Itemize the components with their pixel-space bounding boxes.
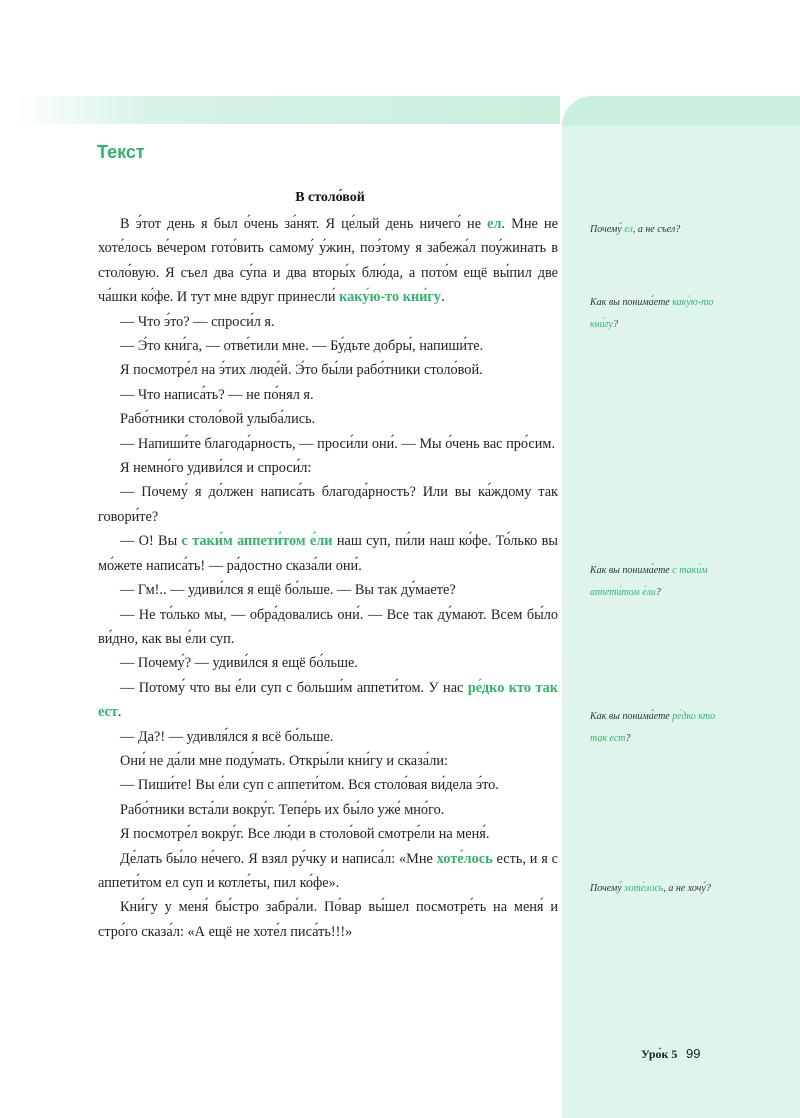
paragraph: В э́тот день я был о́чень за́нят. Я це́лый день ничего́ не ел. Мне не хоте́лось ве́чером гото́вить самому́ у́жин, поэ́тому я забежа́л поу́жинать в столо́вую. Я съел два су́па и два вторы́х блю́да, а пото́м ещё вы́пил две ча́шки ко́фе. И тут мне вдруг принесли́ каку́ю-то кни́гу. xyxy=(98,216,558,306)
paragraph: Рабо́тники вста́ли вокру́г. Тепе́рь их бы́ло уже́ мно́го. xyxy=(120,801,445,818)
paragraph: Они́ не да́ли мне поду́мать. Откры́ли кни́гу и сказа́ли: xyxy=(120,752,448,769)
text-title: В столо́вой xyxy=(295,190,365,205)
paragraph: — Гм!.. — удиви́лся я ещё бо́льше. — Вы так ду́маете? xyxy=(120,582,456,599)
highlighted-phrase: с таки́м аппети́том е́ли xyxy=(590,565,708,598)
section-title: Текст xyxy=(97,142,145,162)
highlighted-phrase: ел xyxy=(624,224,633,235)
margin-note: Как вы понима́ете каку́ю-то кни́гу? xyxy=(590,297,714,330)
paragraph: Я посмотре́л на э́тих люде́й. Э́то бы́ли рабо́тники столо́вой. xyxy=(120,362,483,379)
highlighted-phrase: хоте́лось xyxy=(624,883,664,894)
margin-note: Как вы понима́ете с таки́м аппети́том е́ли? xyxy=(590,565,708,598)
paragraph: — Почему́? — удиви́лся я ещё бо́льше. xyxy=(120,655,358,672)
paragraph: — Что написа́ть? — не по́нял я. xyxy=(120,386,314,403)
paragraph: Я немно́го удиви́лся и спроси́л: xyxy=(120,460,312,477)
paragraph: — Да?! — удивля́лся я всё бо́льше. xyxy=(120,728,334,745)
margin-sidebar xyxy=(562,96,800,1118)
highlighted-phrase: с таки́м аппети́том е́ли xyxy=(181,533,333,550)
margin-note: Почему́ хоте́лось, а не хочу́? xyxy=(590,883,711,894)
highlighted-phrase: ел xyxy=(487,216,502,232)
paragraph: — Э́то кни́га, — отве́тили мне. — Бу́дьте добры́, напиши́те. xyxy=(120,338,484,355)
paragraph: — Не то́лько мы, — обра́довались они́. — Все так ду́мают. Всем бы́ло ви́дно, как вы е́ли суп. xyxy=(98,606,558,647)
paragraph: — О! Вы с таки́м аппети́том е́ли наш суп, пи́ли наш ко́фе. То́лько вы мо́жете написа́ть! — ра́достно сказа́ли они́. xyxy=(98,533,558,574)
paragraph: — Напиши́те благода́рность, — проси́ли они́. — Мы о́чень вас про́сим. xyxy=(120,435,556,452)
header-band xyxy=(12,96,560,124)
highlighted-phrase: каку́ю-то кни́гу xyxy=(339,289,442,306)
highlighted-phrase: каку́ю-то кни́гу xyxy=(590,297,714,330)
highlighted-phrase: хоте́лось xyxy=(436,850,493,867)
margin-note: Как вы понима́ете ре́дко кто так ест? xyxy=(590,711,716,744)
story-body xyxy=(98,212,558,944)
highlighted-phrase: ре́дко кто так ест xyxy=(590,711,716,744)
paragraph: Рабо́тники столо́вой улыба́лись. xyxy=(120,411,316,428)
paragraph: — Почему́ я до́лжен написа́ть благода́рность? Или вы ка́ждому так говори́те? xyxy=(98,484,558,525)
lesson-label: Уро́к 5 xyxy=(641,1047,678,1061)
paragraph: Де́лать бы́ло не́чего. Я взял ру́чку и написа́л: «Мне хоте́лось есть, и я с аппети́том ел суп и котле́ты, пил ко́фе». xyxy=(98,850,558,891)
paragraph: — Потому́ что вы е́ли суп с больши́м аппети́том. У нас ре́дко кто так ест. xyxy=(98,679,558,721)
highlighted-phrase: ре́дко кто так ест xyxy=(98,679,558,721)
paragraph: Кни́гу у меня́ бы́стро забра́ли. По́вар вы́шел посмотре́ть на меня́ и стро́го сказа́л: «А ещё не хоте́л писа́ть!!!» xyxy=(98,899,558,940)
page-number: 99 xyxy=(686,1046,701,1061)
paragraph: Я посмотре́л вокру́г. Все лю́ди в столо́вой смотре́ли на меня́. xyxy=(120,826,490,843)
margin-note: Почему́ ел, а не съел? xyxy=(590,224,681,235)
paragraph: — Пиши́те! Вы е́ли суп с аппети́том. Вся столо́вая ви́дела э́то. xyxy=(120,777,499,794)
paragraph: — Что э́то? — спроси́л я. xyxy=(120,313,275,330)
